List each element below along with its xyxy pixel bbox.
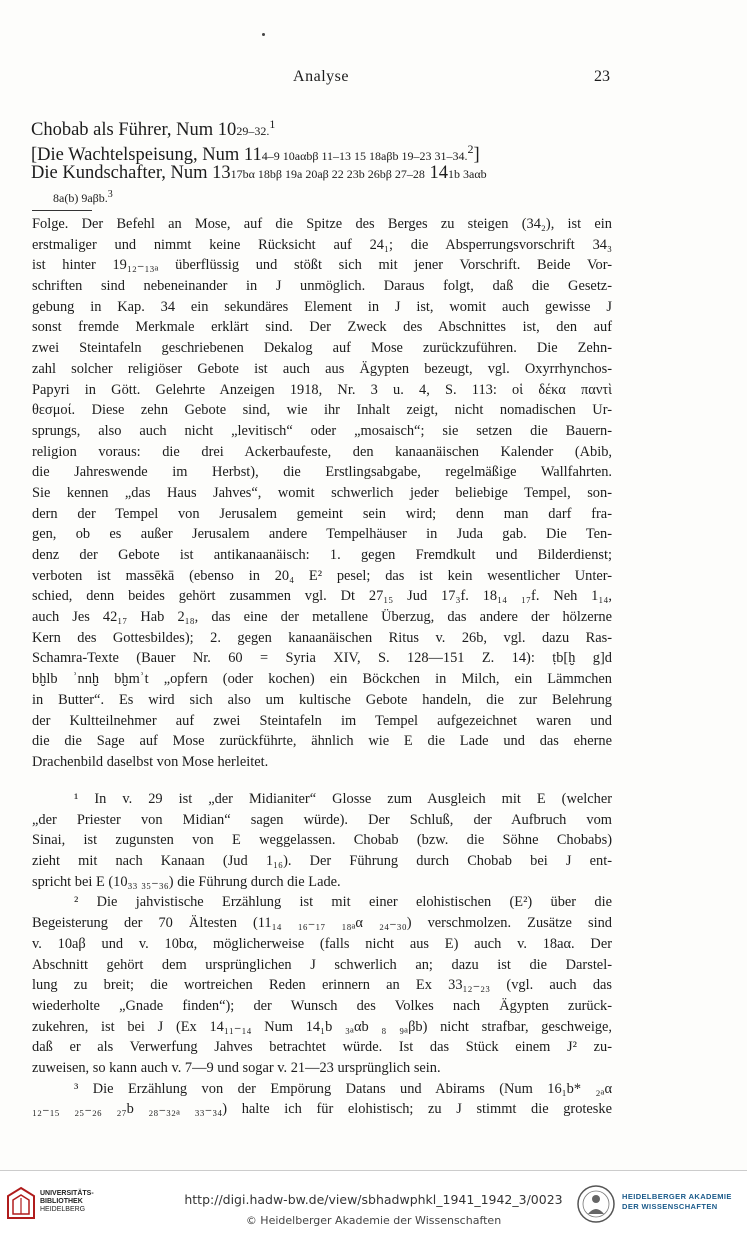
body-text-line: Drachenbild daselbst von Mose herleitet. [32,753,269,770]
heading-rule [32,210,92,211]
body-text-line: auch Jes 42₁₇ Hab 2₁₈, das eine der metallene Überzug, das andere der hölzerne [32,609,612,626]
body-text-line: Papyri in Gött. Gelehrte Anzeigen 1918, Nr. 3 u. 4, S. 113: οἱ δέκα παντὶ [32,381,612,398]
body-text-line: in Butter“. Es wird sich also um kultische Gebote handeln, die zur Belehrung [32,691,612,708]
academy-label-line: HEIDELBERGER AKADEMIE [622,1192,732,1201]
footnote-line: daß er als Verwerfung Jahves betrachtet würde. Ist das Stück einem J² zu- [32,1039,612,1056]
body-text-line: θεσμοί. Diese zehn Gebote sind, wie ihr Inhalt zeigt, nicht nomadischen Ur- [32,402,612,419]
heading-continuation [53,183,113,210]
body-text-line: sprungs, also auch nicht „levitisch“ oder „mosaisch“; sie setzen die Bauern- [32,422,612,439]
body-text-line: gebung in Kap. 34 ein sekundäres Element in J ist, womit auch gewisse J [32,298,612,315]
footnote-line: Begeisterung der 70 Ältesten (11₁₄ ₁₆₋₁₇ ₁₈ₐα ₂₄₋₃₀) verschmolzen. Zusätze sind [32,915,612,932]
page-number: 23 [594,68,610,85]
footnote-line: „der Priester von Midian“ sagen würde). Der Schluß, der Aufbruch vom [32,811,612,828]
body-text-line: denz der Gebote ist antikanaanäisch: 1. gegen Fremdkult und Bilderdienst; [32,547,612,563]
library-label-line: UNIVERSITÄTS- [40,1190,94,1197]
body-text-line: gen, ob es außer Jerusalem andere Tempelhäuser in Juda gab. Die Ten- [32,526,612,543]
copyright-notice: © Heidelberger Akademie der Wissenschaften [245,1214,502,1227]
footnote-line: ² Die jahvistische Erzählung ist mit einer elohistischen (E²) über die [74,894,612,911]
heading-text: [Die Wachtelspeisung, Num 11 [31,145,262,166]
body-text-line: schied, denn beides gehört zusammen vgl. Dt 27₁₅ Jud 17₃f. 18₁₄ ₁₇f. Neh 1₁₄, [32,588,612,605]
footnote-line: ₁₂₋₁₅ ₂₅₋₂₆ ₂₇b ₂₈₋₃₂ₐ ₃₃₋₃₄) halte ich für elohistisch; zu J stimmt die groteske [32,1101,612,1118]
footnote-marker: 1 [269,117,276,131]
body-text-line: sonst fremde Merkmale erklärt sind. Der Zweck des Abschnittes ist, den auf [32,319,612,336]
footnote-marker: 2 [467,142,474,156]
heading-ref: 1b 3aαb [448,167,487,181]
body-text [32,214,612,773]
body-text-line: dern der Tempel von Jerusalem gemeint sein wird; denn man darf fra- [32,505,612,522]
footer-divider [0,1170,747,1171]
body-text-line: Sie kennen „das Haus Jahves“, womit schwerlich jeder beliebige Tempel, son- [32,484,612,501]
footnote-line: Abschnitt gehört dem ursprünglichen J schwerlich an; dazu ist die Darstel- [32,956,612,973]
heading-ref: 17bα 18bβ 19a 20aβ 22 23b 26bβ 27–28 [230,167,425,181]
footnote-marker: 3 [107,189,113,200]
body-text-line: ist hinter 19₁₂₋₁₃ₐ überflüssig und stößt sich mit jener Vorschrift. Beide Vor- [32,257,612,274]
footnote-line: ¹ In v. 29 ist „der Midianiter“ Glosse zum Ausgleich mit E (welcher [74,791,612,807]
heading-bracket: ] [473,145,480,166]
footnote-line: wiederholte „Gnade finden“); der Wunsch des Volkes nach Ägypten zurück- [32,997,612,1014]
footnote-line: Sinai, ist zugunsten von E weggelassen. Chobab (bzw. die Söhne Chobabs) [32,832,612,849]
academy-label-line: DER WISSENSCHAFTEN [622,1202,718,1211]
body-text-line: zahl solcher religiöser Gebote ist auch aus Ägypten bezeugt, vgl. Oxyrrhynchos- [32,360,612,377]
footnote-line: zukehren, ist bei J (Ex 14₁₁₋₁₄ Num 14₁b ₃ₐαb ₈ ₉ₐβb) nicht strafbar, geschweige, [32,1018,612,1035]
footnotes [32,789,612,1120]
body-text-line: verboten ist massēkā (ebenso in 20₄ E² pesel; das ist kein wesentlicher Unter- [32,567,612,584]
heading-text: Die Kundschafter, Num 13 [31,163,231,183]
body-text-line: zwei Steintafeln geschriebenen Dekalog auf Mose zurückzuführen. Die Zehn- [32,340,612,357]
heading-text: Chobab als Führer, Num 10 [31,120,237,141]
footnote-line: lung zu breit; die wortreichen Reden erinnern an Ex 33₁₂₋₂₃ (vgl. auch das [32,977,612,994]
footnote-line: zuweisen, so kann auch v. 7—9 und sogar v. 21—23 ursprünglich sein. [32,1059,441,1076]
running-title: Analyse [293,68,349,85]
body-text-line: erstmaliger und nimmt keine Rücksicht auf 24₁; die Absperrungsvorschrift 34₃ [32,236,612,253]
footnote-line: spricht bei E (10₃₃ ₃₅₋₃₆) die Führung durch die Lade. [32,873,341,890]
running-header [32,68,610,90]
heading-ref: 4–9 10aαbβ 11–13 15 18aβb 19–23 31–34. [261,149,468,164]
body-text-line: der Kultteilnehmer auf zwei Steintafeln im Tempel aufgezeichnet waren und [32,712,612,729]
academy-label [622,1192,732,1212]
library-label-line: BIBLIOTHEK [40,1198,83,1205]
section-heading-3 [31,161,616,186]
body-text-line: Folge. Der Befehl an Mose, auf die Spitze des Berges zu steigen (34₂), ist ein [32,216,612,232]
heading-ref: 29–32. [236,124,270,139]
footnote-line: zieht mit nach Kanaan (Jud 1₁₆). Der Führung durch Chobab bei J ent- [32,853,612,870]
page-footer [0,1170,747,1233]
body-text-line: Schamra-Texte (Bauer Nr. 60 = Syria XIV, S. 128—151 Z. 14): ṭb[ḫ g]d [32,650,612,667]
academy-seal-icon [576,1184,616,1224]
body-text-line: schriften sind nebeneinander in J unmöglich. Daraus folgt, daß die Gesetz- [32,278,612,295]
heading-text: 14 [424,163,449,183]
footnote-line: ³ Die Erzählung von der Empörung Datans und Abirams (Num 16₁b* ₂ₐα [74,1080,612,1097]
body-text-line: die die Sage auf Mose zurückführte, ähnlich wie E die Lade und das eherne [32,733,612,750]
library-label-line: HEIDELBERG [40,1206,86,1213]
source-url-link[interactable]: http://digi.hadw-bw.de/view/sbhadwphkl_1941_1942_3/0023 [184,1192,563,1207]
body-text-line: Kern des Gottesbildes); 2. gegen kanaanäischen Ritus v. 26b, vgl. dazu Ras- [32,629,612,646]
body-text-line: die Jahreswende im Herbst), die Erstlingsabgabe, regelmäßige Wallfahrten. [32,464,612,481]
heading-ref: 8a(b) 9aβb. [53,191,108,205]
footnote-line: v. 10aβ und v. 10bα, möglicherweise (falls nicht aus E) auch v. 18aα. Der [32,935,612,952]
body-text-line: bḫlb ʾnnḫ bḫmʾt „opfern (oder kochen) ein Böckchen in Milch, ein Lämmchen [32,671,612,688]
body-text-line: religion voraus: die drei Ackerbaufeste, den kanaanäischen Kalender (Abib, [32,443,612,460]
scan-speck [262,33,265,36]
